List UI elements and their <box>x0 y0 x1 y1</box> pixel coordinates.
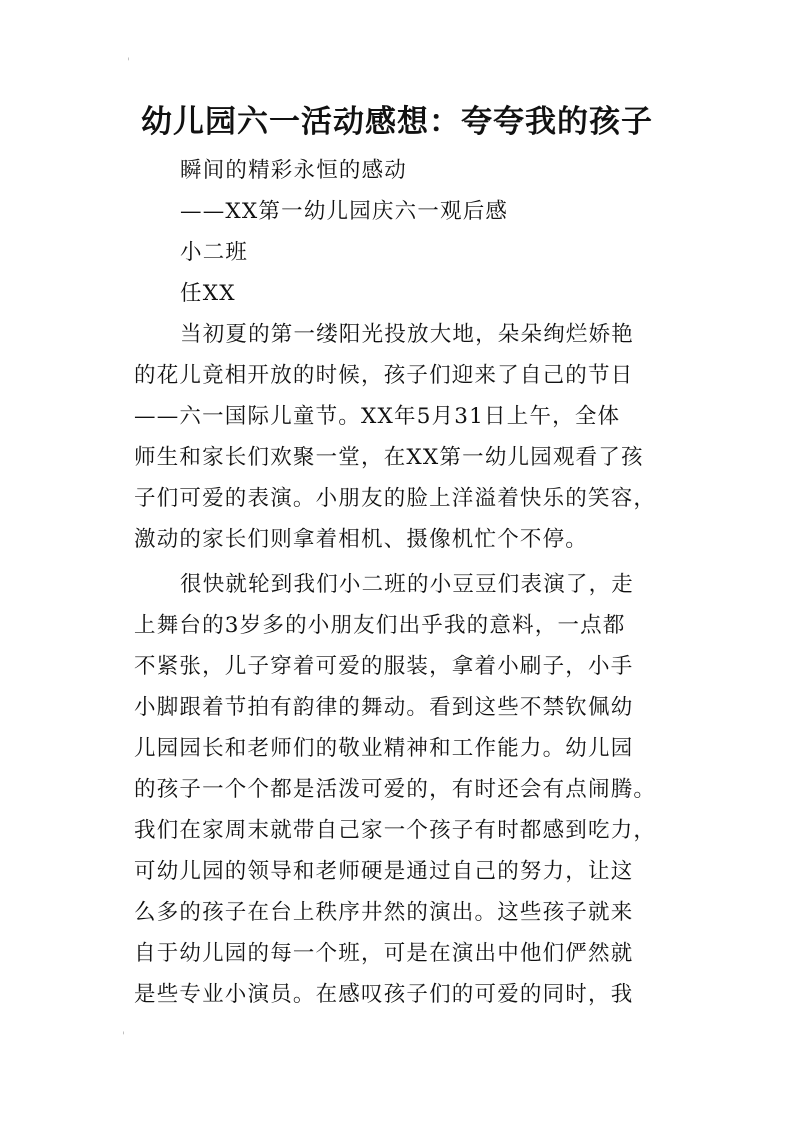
text-line: 儿园园长和老师们的敬业精神和工作能力。幼儿园 <box>134 736 634 761</box>
text-line: 瞬间的精彩永恒的感动 <box>180 158 408 183</box>
text-line: 自于幼儿园的每一个班，可是在演出中他们俨然就 <box>134 941 634 966</box>
text-line: 激动的家长们则拿着相机、摄像机忙个不停。 <box>134 527 589 552</box>
text-line: 当初夏的第一缕阳光投放大地，朵朵绚烂娇艳 <box>180 322 635 347</box>
text-line: 小脚跟着节拍有韵律的舞动。看到这些不禁钦佩幼 <box>134 695 634 720</box>
text-line: 是些专业小演员。在感叹孩子们的可爱的同时，我 <box>134 982 634 1007</box>
text-line: 很快就轮到我们小二班的小豆豆们表演了，走 <box>180 572 635 597</box>
text-line: 可幼儿园的领导和老师硬是通过自己的努力，让这 <box>134 859 634 884</box>
text-line: 师生和家长们欢聚一堂，在XX第一幼儿园观看了孩 <box>134 445 644 470</box>
text-line: ——XX第一幼儿园庆六一观后感 <box>180 199 509 224</box>
document-title: 幼儿园六一活动感想：夸夸我的孩子 <box>141 104 653 140</box>
text-line: 上舞台的3岁多的小朋友们出乎我的意料，一点都 <box>134 613 626 638</box>
corner-mark-bottom: ' <box>122 1031 125 1042</box>
text-line: 么多的孩子在台上秩序井然的演出。这些孩子就来 <box>134 900 634 925</box>
text-line: 的孩子一个个都是活泼可爱的，有时还会有点闹腾。 <box>134 777 657 802</box>
text-line: 不紧张，儿子穿着可爱的服装，拿着小刷子，小手 <box>134 654 634 679</box>
text-line: 我们在家周末就带自己家一个孩子有时都感到吃力， <box>134 818 657 843</box>
text-line: 的花儿竟相开放的时候，孩子们迎来了自己的节日 <box>134 363 634 388</box>
text-line: ——六一国际儿童节。XX年5月31日上午，全体 <box>134 404 621 429</box>
text-line: 子们可爱的表演。小朋友的脸上洋溢着快乐的笑容， <box>134 486 657 511</box>
text-line: 小二班 <box>180 240 249 265</box>
text-line: 任XX <box>180 281 236 306</box>
corner-mark-top: ' <box>127 57 130 68</box>
document-body <box>134 150 664 1015</box>
